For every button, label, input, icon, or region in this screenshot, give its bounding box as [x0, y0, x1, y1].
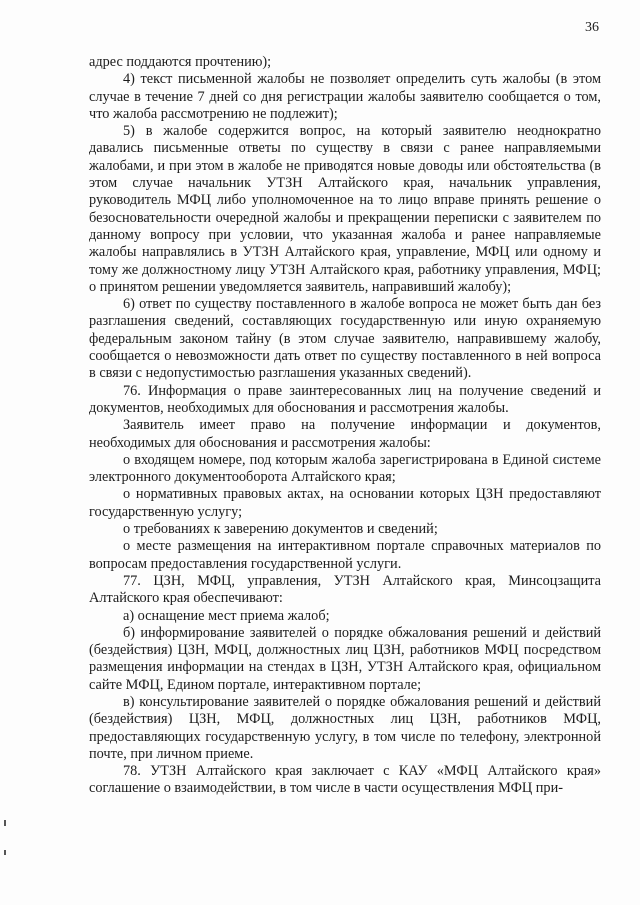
list-item-b: б) информирование заявителей о порядке обжалования решений и действий (бездействия) ЦЗН, МФЦ, должностных лиц ЦЗН, работников МФЦ посредством размещения информации на стендах в ЦЗН, УТЗН Алтайского края, официальном сайте МФЦ, Едином портале, интерактивном портале;: [89, 624, 601, 693]
scan-edge-mark: [4, 850, 6, 855]
scan-edge-mark: [4, 820, 6, 826]
page-number: 36: [585, 20, 599, 35]
paragraph-continuation: адрес поддаются прочтению);: [89, 54, 272, 70]
paragraph-item-6: 6) ответ по существу поставленного в жалобе вопроса не может быть дан без разглашения сведений, составляющих государственную или иную охраняемую федеральным законом тайну (в этом случае заявителю, направившему жалобу, сообщается о невозможности дать ответ по существу поставленного в ней вопроса в связи с недопустимостью разглашения указанных сведений).: [89, 296, 601, 382]
list-item-a: а) оснащение мест приема жалоб;: [123, 607, 330, 624]
list-item-certification-requirements: о требованиях к заверению документов и сведений;: [123, 521, 438, 538]
paragraph-item-5: 5) в жалобе содержится вопрос, на который заявителю неоднократно давались письменные ответы по существу в связи с ранее направляемыми жалобами, и при этом в жалобе не приводятся новые доводы или обстоятельства (в этом случае начальник УТЗН Алтайского края, начальник управления, руководитель МФЦ либо уполномоченное на то лицо вправе принять решение о безосновательности очередной жалобы и прекращении переписки с заявителем по данному вопросу при условии, что указанная жалоба и ранее направляемые жалобы направлялись в УТЗН Алтайского края, управление, МФЦ или одному и тому же должностному лицу УТЗН Алтайского края, работнику управления, МФЦ; о принятом решении уведомляется заявитель, направивший жалобу);: [89, 123, 601, 295]
list-item-c: в) консультирование заявителей о порядке обжалования решений и действий (бездействия) ЦЗН, МФЦ, должностных лиц ЦЗН, работников МФЦ, предоставляющих государственную услугу, в том числе по телефону, электронной почте, при личном приеме.: [89, 693, 601, 762]
list-item-reference-materials: о месте размещения на интерактивном портале справочных материалов по вопросам предоставления государственной услуги.: [89, 538, 601, 572]
document-body: [89, 54, 601, 798]
list-item-incoming-number: о входящем номере, под которым жалоба зарегистрирована в Единой системе электронного документооборота Алтайского края;: [89, 451, 601, 486]
section-76-heading: 76. Информация о праве заинтересованных лиц на получение сведений и документов, необходимых для обоснования и рассмотрения жалобы.: [89, 382, 601, 416]
section-77-heading: 77. ЦЗН, МФЦ, управления, УТЗН Алтайского края, Минсоцзащита Алтайского края обеспечивают:: [89, 572, 601, 607]
list-item-legal-acts: о нормативных правовых актах, на основании которых ЦЗН предоставляют государственную услугу;: [89, 486, 601, 520]
paragraph-item-4: 4) текст письменной жалобы не позволяет определить суть жалобы (в этом случае в течение 7 дней со дня регистрации жалобы заявителю сообщается о том, что жалоба рассмотрению не подлежит);: [89, 71, 601, 122]
section-78-paragraph: 78. УТЗН Алтайского края заключает с КАУ «МФЦ Алтайского края» соглашение о взаимодействии, в том числе в части осуществления МФЦ при-: [89, 763, 601, 797]
paragraph-applicant-rights: Заявитель имеет право на получение информации и документов, необходимых для обоснования и рассмотрения жалобы:: [89, 417, 601, 451]
